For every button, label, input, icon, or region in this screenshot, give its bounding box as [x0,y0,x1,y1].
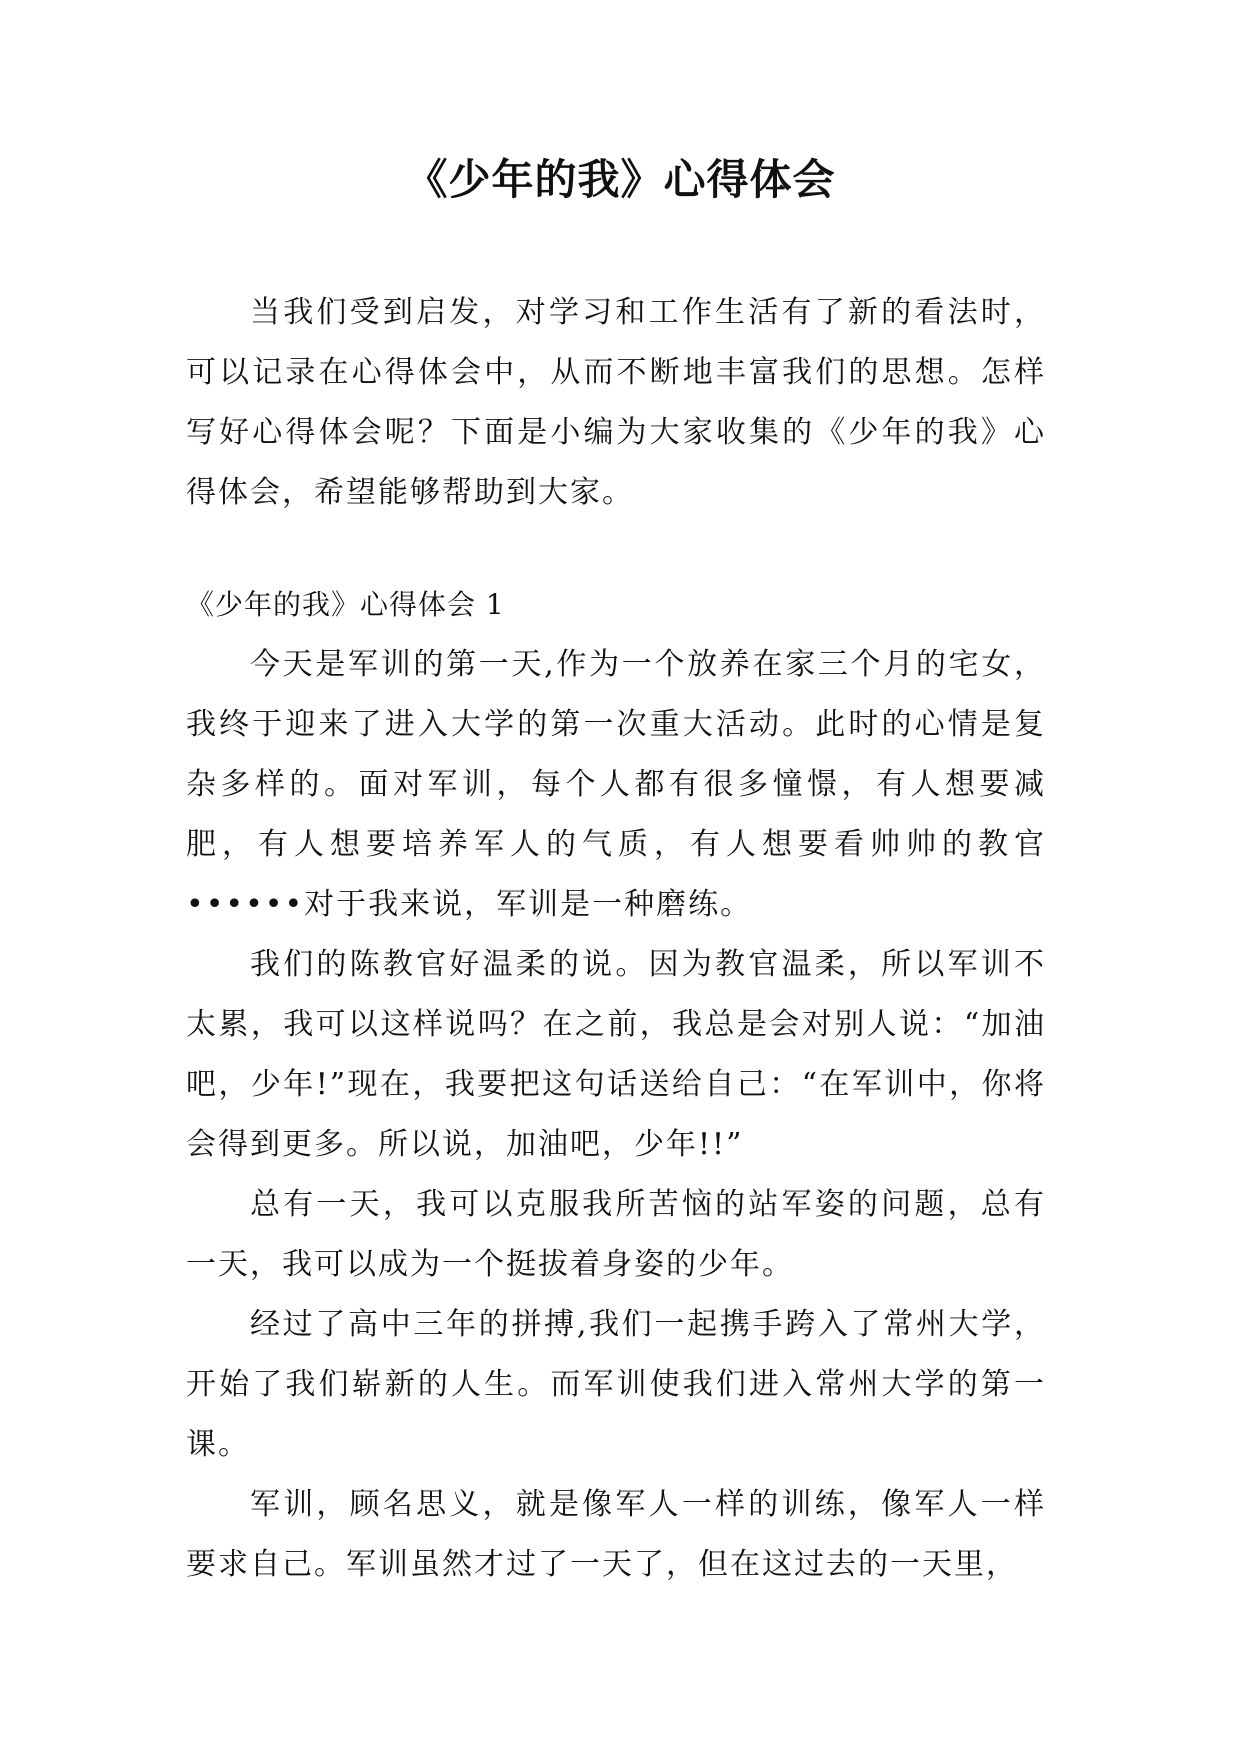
document-title: 《少年的我》心得体会 [405,155,836,204]
body-paragraph: 总有一天，我可以克服我所苦恼的站军姿的问题，总有一天，我可以成为一个挺拔着身姿的少年。 [186,1187,1046,1282]
article-section-1 [186,575,1046,1595]
body-paragraph: 军训，顾名思义，就是像军人一样的训练，像军人一样要求自己。军训虽然才过了一天了，但在这过去的一天里， [186,1487,1046,1582]
intro-section [186,283,1046,523]
intro-paragraph: 当我们受到启发，对学习和工作生活有了新的看法时，可以记录在心得体会中，从而不断地丰富我们的思想。怎样写好心得体会呢？下面是小编为大家收集的《少年的我》心得体会，希望能够帮助到大家。 [186,295,1046,510]
body-paragraph: 经过了高中三年的拼搏,我们一起携手跨入了常州大学，开始了我们崭新的人生。而军训使我们进入常州大学的第一课。 [186,1307,1046,1462]
section-heading: 《少年的我》心得体会 1 [186,588,505,621]
body-paragraph: 今天是军训的第一天,作为一个放养在家三个月的宅女，我终于迎来了进入大学的第一次重大活动。此时的心情是复杂多样的。面对军训，每个人都有很多憧憬，有人想要减肥，有人想要培养军人的气质，有人想要看帅帅的教官••••••对于我来说，军训是一种磨练。 [186,647,1046,922]
body-paragraph: 我们的陈教官好温柔的说。因为教官温柔，所以军训不太累，我可以这样说吗？在之前，我总是会对别人说：“加油吧，少年!”现在，我要把这句话送给自己：“在军训中，你将会得到更多。所以说，加油吧，少年!!” [186,947,1046,1162]
